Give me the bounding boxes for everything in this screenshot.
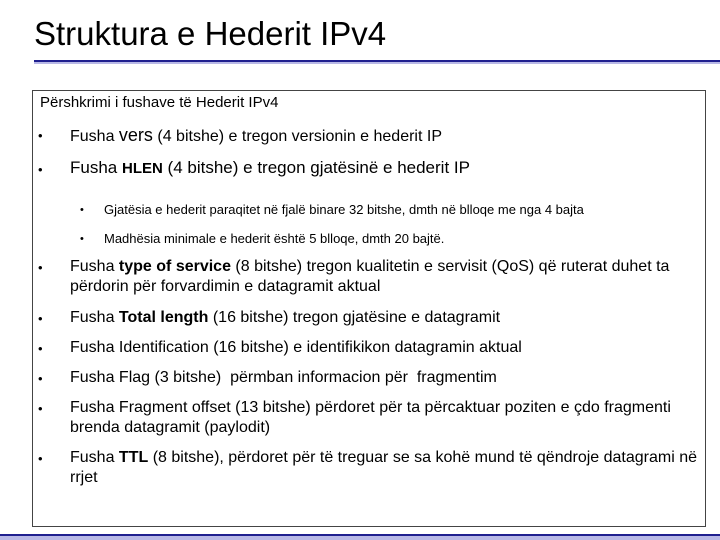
list-item-identification: Fusha Identification (16 bitshe) e identifikikon datagramin aktual (70, 339, 522, 356)
footer-rule (0, 534, 720, 540)
list-item-fragment-offset: Fusha Fragment offset (13 bitshe) përdoret për ta përcaktuar poziten e çdo fragmenti brenda datagramit (paylodit) (70, 399, 671, 436)
sub-list-item: Gjatësia e hederit paraqitet në fjalë binare 32 bitshe, dmth në blloqe me nga 4 bajta (104, 202, 584, 217)
bullet-icon: • (38, 451, 43, 466)
bullet-icon: • (38, 128, 43, 143)
field-name-hlen: HLEN (121, 160, 163, 177)
title-underline (34, 60, 720, 64)
bullet-icon: • (38, 311, 43, 326)
slide-title: Struktura e Hederit IPv4 (34, 15, 387, 52)
bullet-icon: • (38, 260, 43, 275)
list-item-vers: Fusha vers (4 bitshe) e tregon versionin e hederit IP (70, 125, 442, 145)
field-name-vers: vers (118, 125, 153, 145)
sub-bullet-icon: • (80, 233, 84, 245)
list-item-flag: Fusha Flag (3 bitshe) përmban informacion për fragmentim (70, 369, 497, 386)
field-name-total-length: Total length (118, 309, 209, 326)
list-item-type-of-service: Fusha type of service (8 bitshe) tregon kualitetin e servisit (QoS) që ruterat duhet ta përdorin për forvardimin e datagramit aktual (70, 258, 670, 295)
bullet-icon: • (38, 341, 43, 356)
intro-text: Përshkrimi i fushave të Hederit IPv4 (40, 94, 279, 111)
field-name-type-of-service: type of service (118, 258, 231, 275)
sub-bullet-icon: • (80, 204, 84, 216)
bullet-icon: • (38, 401, 43, 416)
list-item-total-length: Fusha Total length (16 bitshe) tregon gjatësine e datagramit (70, 309, 501, 326)
list-item-ttl: Fusha TTL (8 bitshe), përdoret për të treguar se sa kohë mund të qëndroje datagrami në rrjet (70, 449, 698, 486)
list-item-hlen: Fusha HLEN (4 bitshe) e tregon gjatësinë e hederit IP (70, 158, 470, 177)
field-name-ttl: TTL (118, 449, 149, 466)
bullet-icon: • (38, 371, 43, 386)
bullet-icon: • (38, 162, 43, 177)
sub-list-item: Madhësia minimale e hederit është 5 blloqe, dmth 20 bajtë. (104, 231, 445, 246)
